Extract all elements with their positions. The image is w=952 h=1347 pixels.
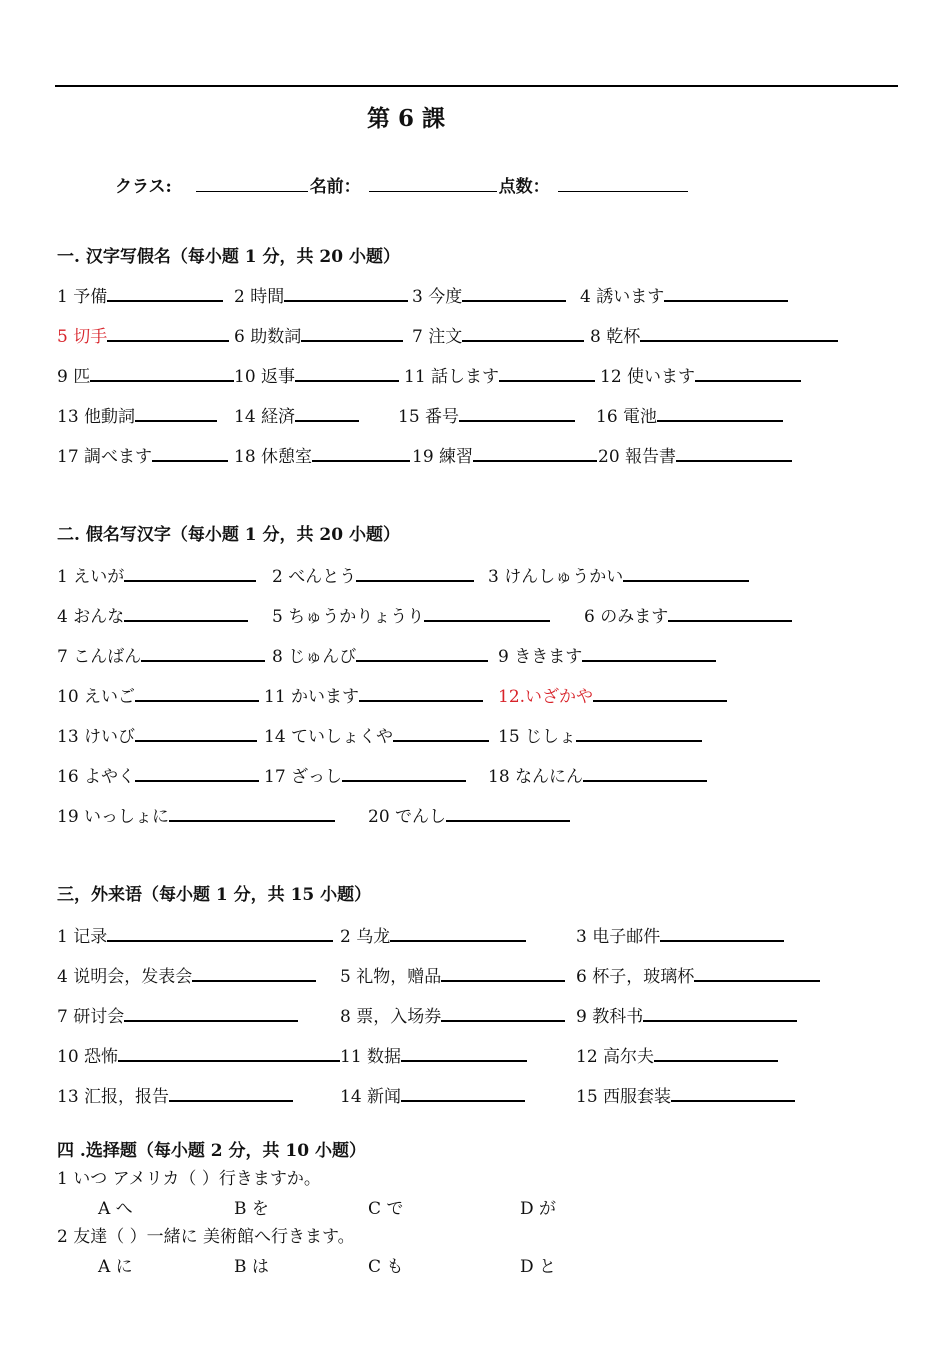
answer-blank[interactable] [135, 682, 259, 702]
answer-blank[interactable] [694, 962, 820, 982]
section1-item-label: 20 報告書 [598, 447, 677, 467]
answer-blank[interactable] [583, 762, 707, 782]
answer-blank[interactable] [390, 922, 526, 942]
section3-item [340, 922, 526, 947]
section2-item [57, 762, 259, 787]
answer-blank[interactable] [124, 602, 248, 622]
question-text: 1 いつ アメリカ（ ）行きますか。 [57, 1169, 321, 1189]
section3-item-label: 2 乌龙 [340, 927, 391, 947]
answer-blank[interactable] [107, 282, 223, 302]
score-label: 点数： [498, 177, 550, 197]
section1-item-label: 3 今度 [412, 287, 463, 307]
answer-blank[interactable] [462, 282, 566, 302]
answer-blank[interactable] [623, 562, 749, 582]
answer-blank[interactable] [446, 802, 570, 822]
section2-item [264, 722, 489, 747]
section2-item-label: 17 ざっし [264, 767, 343, 787]
answer-blank[interactable] [654, 1042, 778, 1062]
answer-blank[interactable] [660, 922, 784, 942]
answer-blank[interactable] [342, 762, 466, 782]
section1-item-label: 14 経済 [234, 407, 296, 427]
section1-item [57, 442, 228, 467]
answer-blank[interactable] [90, 362, 234, 382]
answer-blank[interactable] [135, 762, 259, 782]
section3-item [576, 1002, 797, 1027]
section2-item-label: 15 じしょ [498, 727, 577, 747]
answer-blank[interactable] [359, 682, 483, 702]
answer-blank[interactable] [657, 402, 783, 422]
section3-item [576, 1042, 778, 1067]
section2-item [488, 762, 707, 787]
section1-item [596, 402, 783, 427]
section2-item [272, 642, 488, 667]
answer-blank[interactable] [124, 1002, 298, 1022]
section1-item [598, 442, 792, 467]
section1-item [57, 282, 223, 307]
section2-item-label: 10 えいご [57, 687, 136, 707]
section2-item-label: 1 えいが [57, 567, 125, 587]
section3-item [57, 922, 333, 947]
answer-blank[interactable] [356, 642, 488, 662]
answer-blank[interactable] [576, 722, 702, 742]
section3-item [57, 1042, 340, 1067]
section1-item [412, 322, 584, 347]
section3-item-label: 1 记录 [57, 927, 108, 947]
section1-item-label: 4 誘います [580, 287, 665, 307]
score-field[interactable] [558, 173, 688, 192]
class-field[interactable] [196, 173, 308, 192]
section2-item-label: 19 いっしょに [57, 807, 170, 827]
section2-item-label: 2 べんとう [272, 567, 357, 587]
section3-item-label: 15 西服套装 [576, 1087, 672, 1107]
section3-item-label: 7 研讨会 [57, 1007, 125, 1027]
section2-item [57, 642, 265, 667]
answer-blank[interactable] [295, 402, 359, 422]
answer-option[interactable]: C で [368, 1199, 404, 1219]
answer-option[interactable]: B は [234, 1257, 269, 1277]
answer-blank[interactable] [124, 562, 256, 582]
section2-item-label: 13 けいび [57, 727, 136, 747]
answer-blank[interactable] [401, 1082, 525, 1102]
section1-item-label: 13 他動詞 [57, 407, 136, 427]
section1-item-label: 6 助数詞 [234, 327, 302, 347]
section3-item-label: 12 高尔夫 [576, 1047, 655, 1067]
section1-item-label: 15 番号 [398, 407, 460, 427]
answer-blank[interactable] [462, 322, 584, 342]
class-label: クラス: [115, 177, 172, 197]
answer-option[interactable]: D が [520, 1199, 557, 1219]
section1-item-label: 11 話します [404, 367, 500, 387]
section2-item [272, 602, 550, 627]
section2-item [264, 762, 466, 787]
section1-item-label: 5 切手 [57, 327, 108, 347]
answer-blank[interactable] [152, 442, 228, 462]
section2-item [498, 682, 727, 707]
section1-item-label: 16 電池 [596, 407, 658, 427]
section2-item-label: 12.いざかや [498, 687, 594, 707]
answer-blank[interactable] [473, 442, 597, 462]
answer-blank[interactable] [169, 802, 335, 822]
answer-blank[interactable] [107, 322, 229, 342]
section1-item [57, 322, 229, 347]
section1-item [234, 322, 403, 347]
answer-blank[interactable] [582, 642, 716, 662]
answer-blank[interactable] [135, 722, 257, 742]
question-text: 2 友達（ ）一緒に 美術館へ行きます。 [57, 1227, 355, 1247]
section1-item [580, 282, 788, 307]
section2-item [57, 562, 256, 587]
answer-blank[interactable] [401, 1042, 527, 1062]
student-info-row [115, 172, 690, 197]
section1-item-label: 10 返事 [234, 367, 296, 387]
section1-item-label: 1 予備 [57, 287, 108, 307]
section1-item-label: 2 時間 [234, 287, 285, 307]
section1-item-label: 12 使います [600, 367, 696, 387]
answer-option[interactable]: A に [98, 1257, 133, 1277]
answer-blank[interactable] [643, 1002, 797, 1022]
section1-item [234, 282, 408, 307]
answer-blank[interactable] [169, 1082, 293, 1102]
section3-item-label: 13 汇报，报告 [57, 1087, 170, 1107]
section3-item [576, 1082, 795, 1107]
answer-blank[interactable] [441, 1002, 565, 1022]
section1-item-label: 18 休憩室 [234, 447, 313, 467]
section3-item [57, 1002, 298, 1027]
answer-option[interactable]: D と [520, 1257, 557, 1277]
section2-item-label: 20 でんし [368, 807, 447, 827]
section2-item [57, 722, 257, 747]
answer-blank[interactable] [441, 962, 565, 982]
page-title: 第 6 課 [366, 105, 446, 132]
answer-blank[interactable] [668, 602, 792, 622]
section2-item [368, 802, 570, 827]
section4-heading: 四 .选择题（每小题 2 分，共 10 小题） [57, 1141, 366, 1161]
answer-blank[interactable] [671, 1082, 795, 1102]
answer-blank[interactable] [295, 362, 399, 382]
section2-item [57, 682, 259, 707]
section3-item-label: 3 电子邮件 [576, 927, 661, 947]
section1-item [398, 402, 575, 427]
section2-item-label: 4 おんな [57, 607, 125, 627]
section2-item-label: 16 よやく [57, 767, 136, 787]
name-field[interactable] [369, 173, 497, 192]
section3-item-label: 14 新闻 [340, 1087, 402, 1107]
section2-item [57, 802, 335, 827]
section3-item [340, 962, 565, 987]
section3-item [340, 1002, 565, 1027]
section2-item-label: 6 のみます [584, 607, 669, 627]
section2-item [584, 602, 792, 627]
section1-item [234, 402, 359, 427]
section2-item [488, 562, 749, 587]
answer-blank[interactable] [593, 682, 727, 702]
answer-blank[interactable] [284, 282, 408, 302]
section1-item [404, 362, 595, 387]
answer-blank[interactable] [640, 322, 838, 342]
section1-item [412, 282, 566, 307]
section1-item [234, 362, 399, 387]
section2-item-label: 18 なんにん [488, 767, 584, 787]
section1-item-label: 9 匹 [57, 367, 91, 387]
section3-item-label: 5 礼物，赠品 [340, 967, 442, 987]
section2-item-label: 9 ききます [498, 647, 583, 667]
answer-blank[interactable] [695, 362, 801, 382]
section3-item-label: 9 教科书 [576, 1007, 644, 1027]
section1-item [57, 362, 234, 387]
section2-item-label: 8 じゅんび [272, 647, 357, 667]
section3-item-label: 11 数据 [340, 1047, 402, 1067]
answer-blank[interactable] [499, 362, 595, 382]
section1-item [57, 402, 217, 427]
answer-blank[interactable] [424, 602, 550, 622]
section1-item-label: 19 練習 [412, 447, 474, 467]
section1-item-label: 17 調べます [57, 447, 153, 467]
answer-blank[interactable] [676, 442, 792, 462]
section2-heading: 二. 假名写汉字（每小题 1 分，共 20 小题） [57, 525, 400, 545]
section3-item-label: 4 说明会，发表会 [57, 967, 193, 987]
answer-blank[interactable] [135, 402, 217, 422]
section2-item [498, 722, 702, 747]
section3-item-label: 10 恐怖 [57, 1047, 119, 1067]
section1-heading: 一. 汉字写假名（每小题 1 分，共 20 小题） [57, 247, 400, 267]
section1-item [600, 362, 801, 387]
section3-item [340, 1042, 527, 1067]
section2-item-label: 3 けんしゅうかい [488, 567, 624, 587]
answer-option[interactable]: C も [368, 1257, 404, 1277]
name-label: 名前： [309, 177, 361, 197]
answer-blank[interactable] [192, 962, 316, 982]
answer-blank[interactable] [118, 1042, 340, 1062]
section3-item [57, 962, 316, 987]
section3-item [340, 1082, 525, 1107]
answer-blank[interactable] [393, 722, 489, 742]
answer-blank[interactable] [141, 642, 265, 662]
answer-blank[interactable] [301, 322, 403, 342]
answer-blank[interactable] [459, 402, 575, 422]
section2-item [57, 602, 248, 627]
section1-item [234, 442, 410, 467]
section2-item-label: 7 こんばん [57, 647, 142, 667]
section1-item [412, 442, 597, 467]
section2-item [272, 562, 474, 587]
answer-blank[interactable] [107, 922, 333, 942]
section2-item-label: 11 かいます [264, 687, 360, 707]
answer-blank[interactable] [356, 562, 474, 582]
section1-item-label: 7 注文 [412, 327, 463, 347]
section2-item [264, 682, 483, 707]
answer-blank[interactable] [664, 282, 788, 302]
section3-item-label: 6 杯子，玻璃杯 [576, 967, 695, 987]
section3-item [57, 1082, 293, 1107]
section1-item-label: 8 乾杯 [590, 327, 641, 347]
section3-heading: 三，外来语（每小题 1 分，共 15 小题） [57, 885, 372, 905]
section2-item-label: 14 ていしょくや [264, 727, 394, 747]
section2-item-label: 5 ちゅうかりょうり [272, 607, 425, 627]
top-rule [55, 85, 898, 87]
section3-item [576, 962, 820, 987]
answer-blank[interactable] [312, 442, 410, 462]
section3-item [576, 922, 784, 947]
answer-option[interactable]: B を [234, 1199, 269, 1219]
section3-item-label: 8 票，入场券 [340, 1007, 442, 1027]
answer-option[interactable]: A へ [98, 1199, 133, 1219]
section1-item [590, 322, 838, 347]
section2-item [498, 642, 716, 667]
